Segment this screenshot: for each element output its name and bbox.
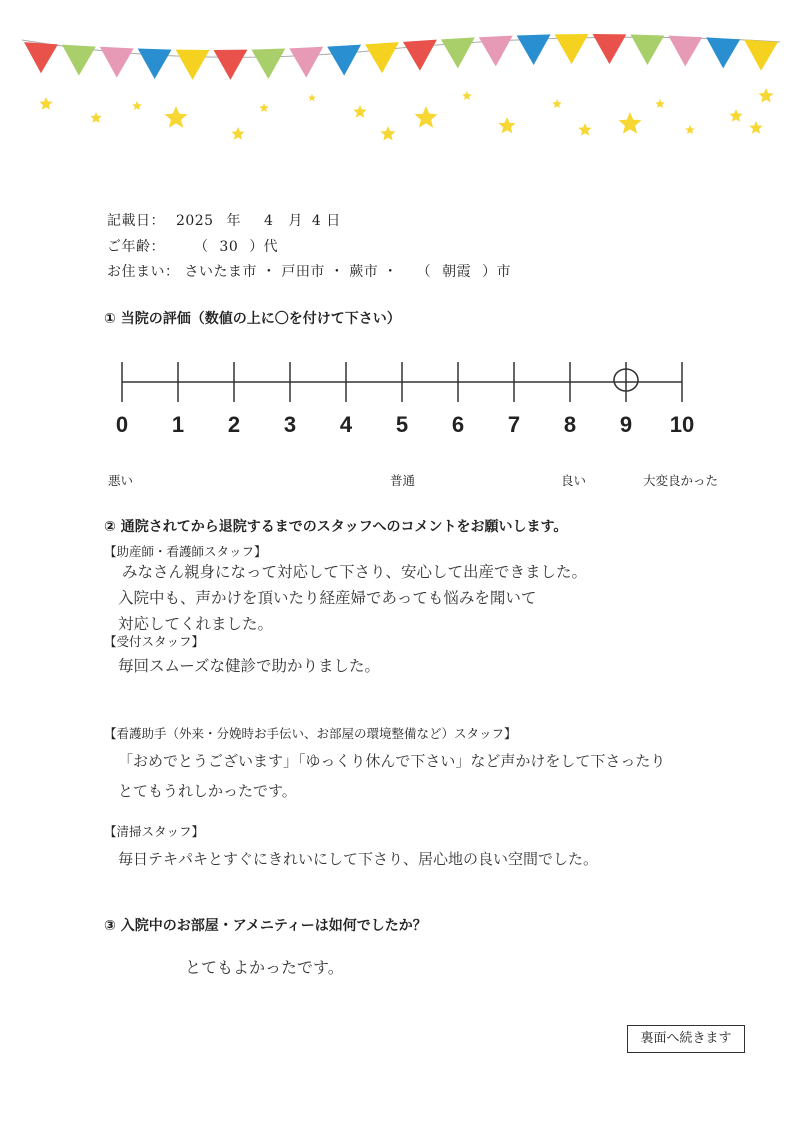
star-icon: [758, 88, 773, 103]
date-day: 4: [311, 213, 322, 229]
bunting-flag: [138, 49, 172, 80]
date-month: 4: [264, 213, 274, 229]
bunting-flag: [100, 47, 134, 78]
scale-number: 6: [451, 412, 465, 437]
bunting-flag: [403, 40, 437, 71]
age-value: 30: [219, 239, 239, 255]
q3-answer: とてもよかったです。: [185, 958, 344, 977]
star-icon: [578, 123, 591, 136]
rating-scale: [100, 340, 720, 450]
star-icon: [749, 121, 762, 134]
bunting-flag: [630, 34, 664, 65]
midwife-line-1: みなさん親身になって対応して下さり、安心して出産できました。: [122, 563, 588, 581]
q3-title: ③ 入院中のお部屋・アメニティーは如何でしたか？: [104, 918, 427, 934]
scale-number: 4: [339, 412, 353, 437]
star-icon: [308, 94, 316, 101]
scale-number: 0: [115, 412, 129, 437]
residence-option-toda: 戸田市: [281, 264, 325, 280]
star-icon: [685, 125, 695, 134]
scale-number: 5: [395, 412, 409, 437]
star-icon: [552, 99, 562, 108]
bunting-flag: [441, 37, 475, 68]
bunting-flag: [479, 36, 513, 67]
residence-label: お住まい：: [107, 264, 180, 280]
residence-other-open: （: [416, 264, 432, 280]
residence-other-close: ）市: [482, 264, 512, 280]
star-icon: [90, 112, 101, 123]
date-label: 記載日：: [107, 213, 165, 229]
star-icon: [729, 109, 742, 122]
star-icon: [353, 105, 366, 118]
bunting-banner: [0, 0, 799, 150]
anchor-good: 良い: [561, 473, 587, 488]
star-icon: [655, 99, 665, 108]
age-row: [107, 236, 278, 256]
scale-number: 2: [227, 412, 241, 437]
scale-number: 9: [619, 412, 633, 437]
midwife-label: 【助産師・看護師スタッフ】: [104, 544, 267, 559]
residence-row: お住まい： さいたま市 ・ 戸田市 ・ 蕨市 ・ （ 朝霞 ）市: [107, 261, 511, 281]
day-unit: 日: [326, 213, 341, 229]
bunting-flag: [176, 50, 210, 80]
date-year: 2025: [175, 213, 214, 229]
age-close: ）代: [249, 239, 279, 255]
q2-title: ② 通院されてから退院するまでのスタッフへのコメントをお願いします。: [104, 519, 568, 535]
bunting-flag: [668, 36, 702, 67]
star-icon: [165, 106, 188, 128]
residence-other-value: 朝霞: [442, 264, 472, 280]
age-label: ご年齢：: [107, 239, 165, 255]
reception-label: 【受付スタッフ】: [104, 634, 205, 649]
continue-on-back-label: 裏面へ続きます: [627, 1025, 745, 1053]
anchor-normal: 普通: [390, 473, 416, 488]
scale-number: 1: [171, 412, 185, 437]
scale-number: 3: [283, 412, 297, 437]
star-icon: [259, 103, 269, 112]
scale-number: 7: [507, 412, 521, 437]
midwife-line-2: 入院中も、声かけを頂いたり経産婦であっても悩みを聞いて: [118, 589, 537, 607]
star-icon: [380, 126, 395, 141]
bunting-flag: [593, 34, 627, 64]
anchor-great: 大変良かった: [643, 473, 719, 488]
star-icon: [132, 101, 142, 110]
q1-title: ① 当院の評価（数値の上に〇を付けて下さい）: [104, 311, 401, 327]
bunting-flag: [24, 42, 58, 73]
cleaning-line-1: 毎日テキパキとすぐにきれいにして下さり、居心地の良い空間でした。: [118, 850, 599, 868]
bunting-flag: [744, 40, 778, 71]
bunting-flag: [555, 34, 589, 64]
bunting-flag: [517, 34, 551, 65]
cleaning-label: 【清掃スタッフ】: [104, 824, 205, 839]
star-icon: [415, 106, 438, 128]
assistant-label: 【看護助手（外来・分娩時お手伝い、お部屋の環境整備など）スタッフ】: [104, 726, 517, 741]
residence-option-saitama: さいたま市: [184, 264, 257, 280]
star-icon: [231, 127, 244, 140]
midwife-line-3: 対応してくれました。: [118, 615, 274, 633]
year-unit: 年: [226, 213, 242, 229]
bunting-flag: [214, 50, 248, 80]
age-open-paren: （: [193, 239, 209, 255]
scale-number: 8: [563, 412, 577, 437]
reception-line-1: 毎回スムーズな健診で助かりました。: [118, 657, 380, 675]
star-icon: [498, 117, 515, 133]
star-icon: [462, 91, 472, 100]
month-unit: 月: [288, 213, 303, 229]
bunting-flag: [251, 49, 285, 80]
assistant-line-2: とてもうれしかったです。: [118, 782, 297, 800]
scale-number: 10: [669, 412, 695, 437]
star-icon: [619, 112, 642, 134]
bunting-flag: [62, 45, 96, 76]
bunting-flag: [365, 42, 399, 73]
star-icon: [39, 97, 52, 110]
bunting-flag: [289, 47, 323, 78]
bunting-flag: [706, 37, 740, 68]
anchor-bad: 悪い: [108, 473, 134, 488]
bunting-flag: [327, 45, 361, 76]
date-row: [107, 210, 341, 230]
residence-option-warabi: 蕨市: [349, 264, 379, 280]
assistant-line-1: 「おめでとうございます」「ゆっくり休んで下さい」など声かけをして下さったり: [118, 752, 666, 770]
